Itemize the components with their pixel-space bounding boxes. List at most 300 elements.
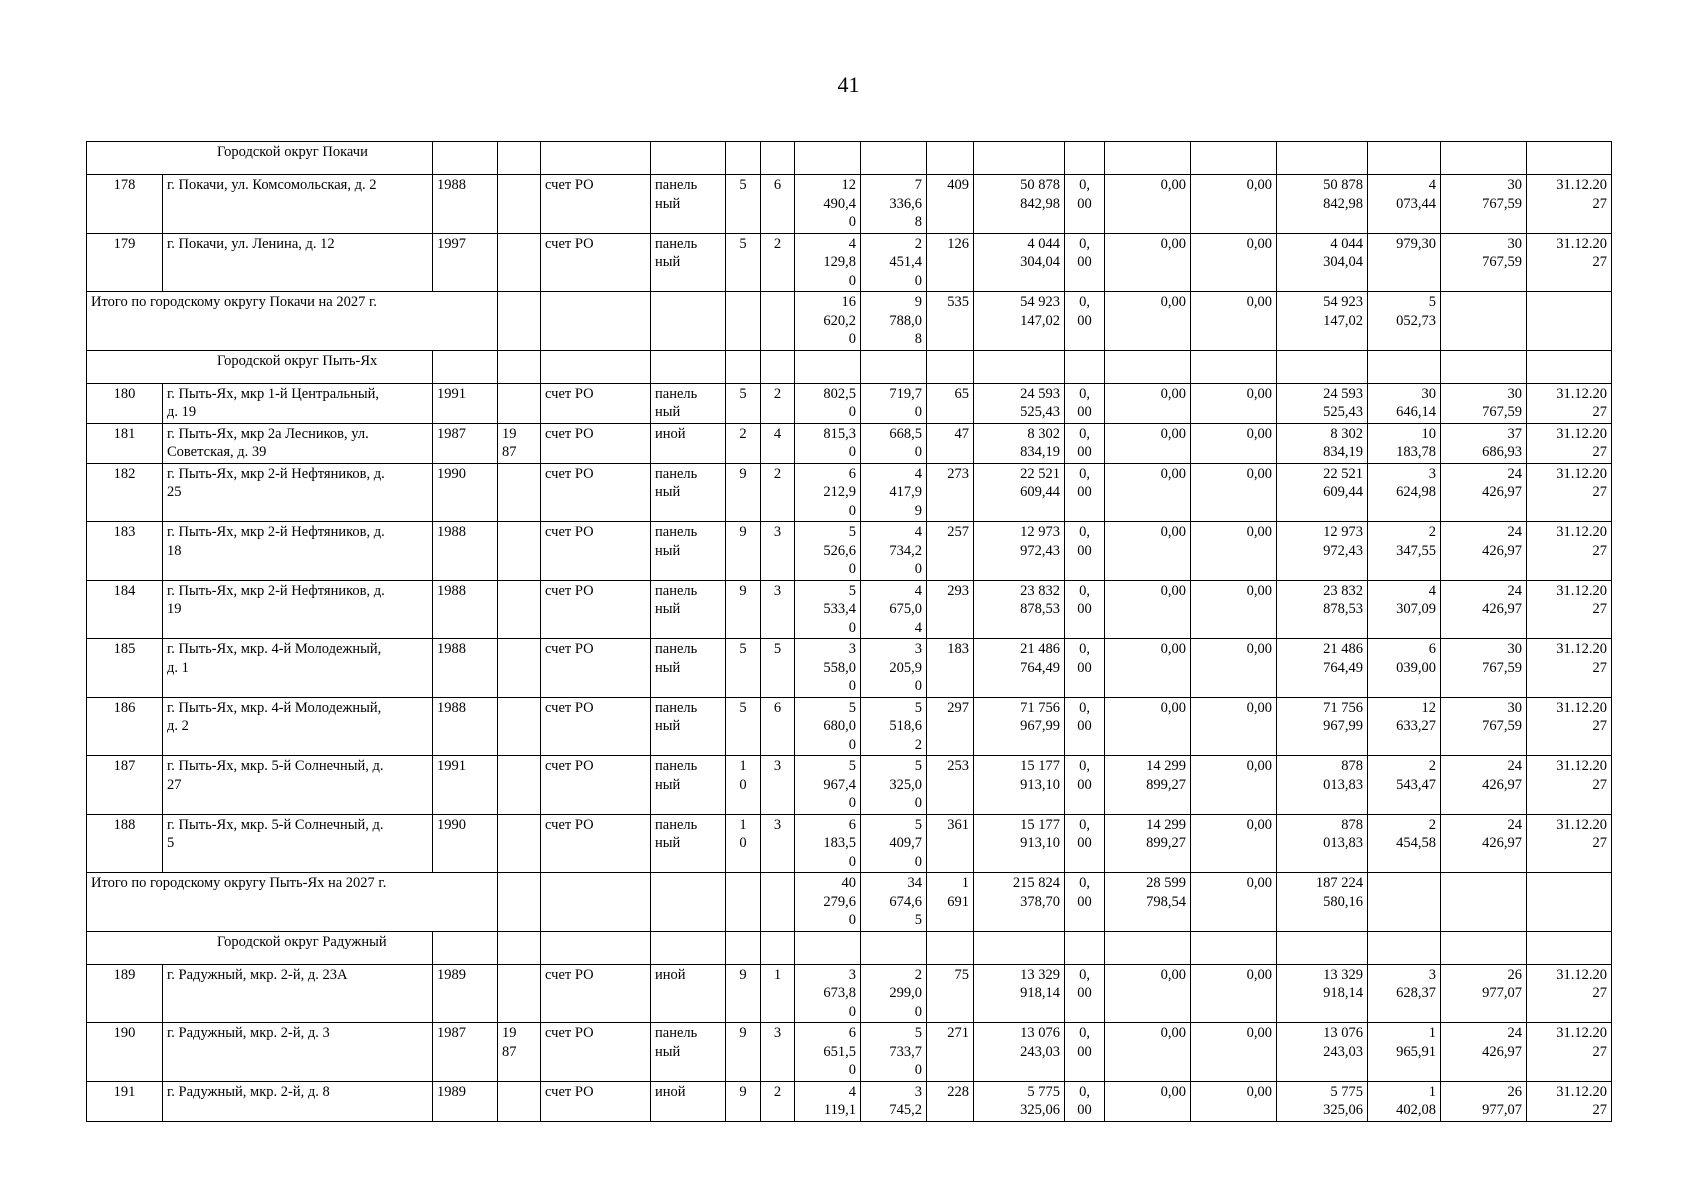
empty-cell — [651, 142, 726, 175]
wall-material: панель ный — [651, 522, 726, 581]
year-commissioned — [498, 814, 541, 873]
cost-federal: 0, 00 — [1065, 756, 1105, 815]
address: г. Пыть-Ях, мкр 1-й Центральный, д. 19 — [163, 383, 433, 423]
floors: 9 — [726, 463, 761, 522]
cost-regional: 0,00 — [1105, 522, 1191, 581]
cost-local: 0,00 — [1191, 1023, 1277, 1082]
cost-regional: 0,00 — [1105, 639, 1191, 698]
cost-per-sqm: 1 402,08 — [1368, 1081, 1441, 1121]
empty-cell — [1527, 292, 1612, 351]
empty-cell — [651, 931, 726, 964]
living-area: 5 325,0 0 — [861, 756, 927, 815]
total-area: 16 620,2 0 — [795, 292, 861, 351]
max-cost-per-sqm: 26 977,07 — [1441, 1081, 1527, 1121]
residents: 361 — [927, 814, 974, 873]
empty-cell — [1368, 350, 1441, 383]
total-area: 802,5 0 — [795, 383, 861, 423]
empty-cell — [1105, 350, 1191, 383]
cost-owners: 54 923 147,02 — [1277, 292, 1368, 351]
total-cost: 5 775 325,06 — [974, 1081, 1065, 1121]
year-commissioned — [498, 522, 541, 581]
living-area: 4 675,0 4 — [861, 580, 927, 639]
floors: 9 — [726, 522, 761, 581]
cost-federal: 0, 00 — [1065, 697, 1105, 756]
residents: 65 — [927, 383, 974, 423]
year-commissioned — [498, 639, 541, 698]
completion-date: 31.12.20 27 — [1527, 756, 1612, 815]
max-cost-per-sqm: 24 426,97 — [1441, 814, 1527, 873]
cost-per-sqm — [1368, 873, 1441, 932]
total-area: 815,3 0 — [795, 423, 861, 463]
total-cost: 21 486 764,49 — [974, 639, 1065, 698]
section-header-row — [87, 350, 1612, 383]
max-cost-per-sqm: 24 426,97 — [1441, 756, 1527, 815]
completion-date: 31.12.20 27 — [1527, 580, 1612, 639]
empty-cell — [1065, 142, 1105, 175]
funding-source: счет РО — [541, 383, 651, 423]
completion-date: 31.12.20 27 — [1527, 522, 1612, 581]
empty-cell — [1527, 873, 1612, 932]
empty-cell — [433, 350, 498, 383]
cost-local: 0,00 — [1191, 463, 1277, 522]
funding-source: счет РО — [541, 463, 651, 522]
cost-owners: 21 486 764,49 — [1277, 639, 1368, 698]
completion-date: 31.12.20 27 — [1527, 697, 1612, 756]
empty-cell — [1441, 873, 1527, 932]
cost-regional: 0,00 — [1105, 1023, 1191, 1082]
total-cost: 15 177 913,10 — [974, 756, 1065, 815]
year-built: 1987 — [433, 423, 498, 463]
funding-source: счет РО — [541, 423, 651, 463]
funding-source: счет РО — [541, 1023, 651, 1082]
cost-per-sqm: 30 646,14 — [1368, 383, 1441, 423]
wall-material: панель ный — [651, 580, 726, 639]
year-built: 1990 — [433, 814, 498, 873]
cost-local: 0,00 — [1191, 292, 1277, 351]
total-area: 4 129,8 0 — [795, 233, 861, 292]
empty-cell — [795, 931, 861, 964]
max-cost-per-sqm: 30 767,59 — [1441, 639, 1527, 698]
empty-cell — [541, 292, 651, 351]
total-area: 5 533,4 0 — [795, 580, 861, 639]
address: г. Пыть-Ях, мкр 2-й Нефтяников, д. 25 — [163, 463, 433, 522]
entrances: 6 — [761, 697, 795, 756]
empty-cell — [541, 350, 651, 383]
empty-cell — [651, 292, 726, 351]
cost-federal: 0, 00 — [1065, 292, 1105, 351]
empty-cell — [1277, 350, 1368, 383]
empty-cell — [1368, 931, 1441, 964]
row-number: 191 — [87, 1081, 163, 1121]
empty-cell — [1441, 931, 1527, 964]
cost-local: 0,00 — [1191, 964, 1277, 1023]
residents: 293 — [927, 580, 974, 639]
empty-cell — [761, 931, 795, 964]
year-commissioned: 19 87 — [498, 423, 541, 463]
entrances: 2 — [761, 463, 795, 522]
cost-regional: 0,00 — [1105, 697, 1191, 756]
empty-cell — [1277, 931, 1368, 964]
table-row — [87, 814, 1612, 873]
row-number: 180 — [87, 383, 163, 423]
entrances: 5 — [761, 639, 795, 698]
entrances: 3 — [761, 1023, 795, 1082]
entrances: 3 — [761, 522, 795, 581]
year-built: 1990 — [433, 463, 498, 522]
total-area: 4 119,1 — [795, 1081, 861, 1121]
cost-federal: 0, 00 — [1065, 580, 1105, 639]
empty-cell — [861, 350, 927, 383]
empty-cell — [1105, 142, 1191, 175]
cost-regional: 0,00 — [1105, 233, 1191, 292]
wall-material: панель ный — [651, 639, 726, 698]
cost-regional: 0,00 — [1105, 1081, 1191, 1121]
empty-cell — [1191, 931, 1277, 964]
cost-per-sqm: 5 052,73 — [1368, 292, 1441, 351]
year-built: 1988 — [433, 580, 498, 639]
living-area: 3 205,9 0 — [861, 639, 927, 698]
cost-per-sqm: 6 039,00 — [1368, 639, 1441, 698]
wall-material: панель ный — [651, 697, 726, 756]
completion-date: 31.12.20 27 — [1527, 383, 1612, 423]
cost-owners: 5 775 325,06 — [1277, 1081, 1368, 1121]
cost-local: 0,00 — [1191, 756, 1277, 815]
cost-local: 0,00 — [1191, 1081, 1277, 1121]
table-row — [87, 1081, 1612, 1121]
empty-cell — [498, 931, 541, 964]
max-cost-per-sqm: 30 767,59 — [1441, 175, 1527, 234]
cost-owners: 22 521 609,44 — [1277, 463, 1368, 522]
empty-cell — [1191, 350, 1277, 383]
row-number: 186 — [87, 697, 163, 756]
completion-date: 31.12.20 27 — [1527, 1081, 1612, 1121]
table-row — [87, 522, 1612, 581]
cost-local: 0,00 — [1191, 423, 1277, 463]
table-row — [87, 1023, 1612, 1082]
cost-owners: 4 044 304,04 — [1277, 233, 1368, 292]
entrances: 1 — [761, 964, 795, 1023]
total-cost: 13 329 918,14 — [974, 964, 1065, 1023]
completion-date: 31.12.20 27 — [1527, 639, 1612, 698]
living-area: 4 417,9 9 — [861, 463, 927, 522]
completion-date: 31.12.20 27 — [1527, 423, 1612, 463]
floors: 9 — [726, 580, 761, 639]
table-row — [87, 580, 1612, 639]
residents: 273 — [927, 463, 974, 522]
year-built: 1988 — [433, 697, 498, 756]
empty-cell — [498, 350, 541, 383]
funding-source: счет РО — [541, 697, 651, 756]
living-area: 5 518,6 2 — [861, 697, 927, 756]
cost-local: 0,00 — [1191, 383, 1277, 423]
living-area: 719,7 0 — [861, 383, 927, 423]
cost-federal: 0, 00 — [1065, 1081, 1105, 1121]
row-number: 188 — [87, 814, 163, 873]
cost-federal: 0, 00 — [1065, 233, 1105, 292]
residents: 126 — [927, 233, 974, 292]
funding-source: счет РО — [541, 522, 651, 581]
floors: 5 — [726, 175, 761, 234]
max-cost-per-sqm: 26 977,07 — [1441, 964, 1527, 1023]
floors: 5 — [726, 697, 761, 756]
cost-per-sqm: 10 183,78 — [1368, 423, 1441, 463]
funding-source: счет РО — [541, 814, 651, 873]
empty-cell — [1277, 142, 1368, 175]
row-number: 181 — [87, 423, 163, 463]
empty-cell — [761, 350, 795, 383]
year-commissioned — [498, 383, 541, 423]
entrances: 4 — [761, 423, 795, 463]
cost-regional: 0,00 — [1105, 964, 1191, 1023]
empty-cell — [498, 292, 541, 351]
entrances: 3 — [761, 814, 795, 873]
capital-repair-table — [86, 141, 1612, 1122]
cost-federal: 0, 00 — [1065, 383, 1105, 423]
floors: 1 0 — [726, 814, 761, 873]
funding-source: счет РО — [541, 639, 651, 698]
cost-owners: 50 878 842,98 — [1277, 175, 1368, 234]
max-cost-per-sqm: 30 767,59 — [1441, 697, 1527, 756]
completion-date: 31.12.20 27 — [1527, 463, 1612, 522]
floors: 5 — [726, 383, 761, 423]
empty-cell — [927, 142, 974, 175]
cost-regional: 0,00 — [1105, 423, 1191, 463]
entrances: 3 — [761, 580, 795, 639]
total-cost: 24 593 525,43 — [974, 383, 1065, 423]
cost-local: 0,00 — [1191, 697, 1277, 756]
year-commissioned — [498, 756, 541, 815]
living-area: 9 788,0 8 — [861, 292, 927, 351]
cost-owners: 24 593 525,43 — [1277, 383, 1368, 423]
wall-material: панель ный — [651, 756, 726, 815]
year-built: 1988 — [433, 639, 498, 698]
year-built: 1988 — [433, 522, 498, 581]
funding-source: счет РО — [541, 580, 651, 639]
cost-owners: 23 832 878,53 — [1277, 580, 1368, 639]
section-title: Городской округ Радужный — [87, 931, 433, 964]
residents: 47 — [927, 423, 974, 463]
completion-date: 31.12.20 27 — [1527, 814, 1612, 873]
empty-cell — [761, 142, 795, 175]
section-total-row — [87, 873, 1612, 932]
year-built: 1991 — [433, 383, 498, 423]
total-area: 3 558,0 0 — [795, 639, 861, 698]
row-number: 179 — [87, 233, 163, 292]
cost-federal: 0, 00 — [1065, 423, 1105, 463]
cost-owners: 13 076 243,03 — [1277, 1023, 1368, 1082]
address: г. Пыть-Ях, мкр. 5-й Солнечный, д. 27 — [163, 756, 433, 815]
address: г. Пыть-Ях, мкр 2-й Нефтяников, д. 19 — [163, 580, 433, 639]
total-area: 5 526,6 0 — [795, 522, 861, 581]
address: г. Радужный, мкр. 2-й, д. 8 — [163, 1081, 433, 1121]
total-label: Итого по городскому округу Пыть-Ях на 2027 г. — [87, 873, 498, 932]
empty-cell — [974, 142, 1065, 175]
empty-cell — [927, 931, 974, 964]
table-row — [87, 423, 1612, 463]
cost-owners: 878 013,83 — [1277, 756, 1368, 815]
total-cost: 71 756 967,99 — [974, 697, 1065, 756]
section-title: Городской округ Пыть-Ях — [87, 350, 433, 383]
cost-owners: 13 329 918,14 — [1277, 964, 1368, 1023]
entrances: 3 — [761, 756, 795, 815]
empty-cell — [1441, 350, 1527, 383]
cost-federal: 0, 00 — [1065, 463, 1105, 522]
empty-cell — [974, 350, 1065, 383]
cost-local: 0,00 — [1191, 580, 1277, 639]
wall-material: панель ный — [651, 1023, 726, 1082]
year-built: 1987 — [433, 1023, 498, 1082]
cost-owners: 878 013,83 — [1277, 814, 1368, 873]
funding-source: счет РО — [541, 964, 651, 1023]
residents: 271 — [927, 1023, 974, 1082]
empty-cell — [1441, 142, 1527, 175]
funding-source: счет РО — [541, 175, 651, 234]
cost-local: 0,00 — [1191, 814, 1277, 873]
empty-cell — [1441, 292, 1527, 351]
address: г. Пыть-Ях, мкр. 4-й Молодежный, д. 1 — [163, 639, 433, 698]
total-cost: 8 302 834,19 — [974, 423, 1065, 463]
row-number: 183 — [87, 522, 163, 581]
table-row — [87, 697, 1612, 756]
cost-per-sqm: 2 347,55 — [1368, 522, 1441, 581]
empty-cell — [726, 142, 761, 175]
funding-source: счет РО — [541, 1081, 651, 1121]
total-area: 3 673,8 0 — [795, 964, 861, 1023]
address: г. Пыть-Ях, мкр 2а Лесников, ул. Советская, д. 39 — [163, 423, 433, 463]
total-area: 12 490,4 0 — [795, 175, 861, 234]
cost-federal: 0, 00 — [1065, 1023, 1105, 1082]
row-number: 185 — [87, 639, 163, 698]
cost-federal: 0, 00 — [1065, 964, 1105, 1023]
total-area: 6 651,5 0 — [795, 1023, 861, 1082]
section-title: Городской округ Покачи — [87, 142, 433, 175]
empty-cell — [1527, 350, 1612, 383]
address: г. Пыть-Ях, мкр. 5-й Солнечный, д. 5 — [163, 814, 433, 873]
section-total-row — [87, 292, 1612, 351]
total-cost: 23 832 878,53 — [974, 580, 1065, 639]
cost-regional: 0,00 — [1105, 383, 1191, 423]
cost-federal: 0, 00 — [1065, 639, 1105, 698]
year-commissioned — [498, 233, 541, 292]
cost-per-sqm: 3 624,98 — [1368, 463, 1441, 522]
total-cost: 13 076 243,03 — [974, 1023, 1065, 1082]
table-row — [87, 964, 1612, 1023]
year-commissioned — [498, 1081, 541, 1121]
floors: 9 — [726, 1081, 761, 1121]
empty-cell — [927, 350, 974, 383]
year-commissioned — [498, 463, 541, 522]
cost-regional: 14 299 899,27 — [1105, 814, 1191, 873]
wall-material: панель ный — [651, 383, 726, 423]
empty-cell — [1105, 931, 1191, 964]
wall-material: иной — [651, 1081, 726, 1121]
total-area: 6 212,9 0 — [795, 463, 861, 522]
row-number: 184 — [87, 580, 163, 639]
cost-regional: 0,00 — [1105, 463, 1191, 522]
cost-local: 0,00 — [1191, 233, 1277, 292]
row-number: 187 — [87, 756, 163, 815]
empty-cell — [1065, 350, 1105, 383]
year-commissioned — [498, 964, 541, 1023]
page-number: 41 — [837, 72, 860, 97]
empty-cell — [761, 873, 795, 932]
year-built: 1989 — [433, 1081, 498, 1121]
empty-cell — [498, 142, 541, 175]
cost-per-sqm: 4 307,09 — [1368, 580, 1441, 639]
cost-owners: 12 973 972,43 — [1277, 522, 1368, 581]
residents: 297 — [927, 697, 974, 756]
completion-date: 31.12.20 27 — [1527, 1023, 1612, 1082]
table-row — [87, 175, 1612, 234]
floors: 5 — [726, 639, 761, 698]
cost-local: 0,00 — [1191, 175, 1277, 234]
funding-source: счет РО — [541, 233, 651, 292]
empty-cell — [541, 931, 651, 964]
living-area: 3 745,2 — [861, 1081, 927, 1121]
living-area: 2 299,0 0 — [861, 964, 927, 1023]
cost-local: 0,00 — [1191, 873, 1277, 932]
empty-cell — [1527, 931, 1612, 964]
empty-cell — [433, 931, 498, 964]
empty-cell — [541, 873, 651, 932]
max-cost-per-sqm: 30 767,59 — [1441, 233, 1527, 292]
empty-cell — [726, 873, 761, 932]
residents: 535 — [927, 292, 974, 351]
row-number: 182 — [87, 463, 163, 522]
empty-cell — [433, 142, 498, 175]
address: г. Покачи, ул. Ленина, д. 12 — [163, 233, 433, 292]
total-cost: 215 824 378,70 — [974, 873, 1065, 932]
table-row — [87, 233, 1612, 292]
max-cost-per-sqm: 24 426,97 — [1441, 1023, 1527, 1082]
row-number: 190 — [87, 1023, 163, 1082]
empty-cell — [795, 142, 861, 175]
wall-material: панель ный — [651, 233, 726, 292]
cost-federal: 0, 00 — [1065, 175, 1105, 234]
cost-regional: 0,00 — [1105, 292, 1191, 351]
total-area: 5 967,4 0 — [795, 756, 861, 815]
completion-date: 31.12.20 27 — [1527, 175, 1612, 234]
table-row — [87, 639, 1612, 698]
living-area: 668,5 0 — [861, 423, 927, 463]
completion-date: 31.12.20 27 — [1527, 964, 1612, 1023]
year-built: 1989 — [433, 964, 498, 1023]
year-built: 1988 — [433, 175, 498, 234]
cost-per-sqm: 4 073,44 — [1368, 175, 1441, 234]
wall-material: иной — [651, 423, 726, 463]
max-cost-per-sqm: 24 426,97 — [1441, 522, 1527, 581]
entrances: 2 — [761, 233, 795, 292]
cost-regional: 0,00 — [1105, 175, 1191, 234]
cost-per-sqm: 2 454,58 — [1368, 814, 1441, 873]
cost-per-sqm: 12 633,27 — [1368, 697, 1441, 756]
year-commissioned — [498, 580, 541, 639]
cost-regional: 28 599 798,54 — [1105, 873, 1191, 932]
empty-cell — [861, 931, 927, 964]
floors: 5 — [726, 233, 761, 292]
empty-cell — [1191, 142, 1277, 175]
total-cost: 22 521 609,44 — [974, 463, 1065, 522]
living-area: 2 451,4 0 — [861, 233, 927, 292]
total-area: 6 183,5 0 — [795, 814, 861, 873]
funding-source: счет РО — [541, 756, 651, 815]
cost-per-sqm: 2 543,47 — [1368, 756, 1441, 815]
empty-cell — [1368, 142, 1441, 175]
total-cost: 4 044 304,04 — [974, 233, 1065, 292]
address: г. Пыть-Ях, мкр 2-й Нефтяников, д. 18 — [163, 522, 433, 581]
max-cost-per-sqm: 24 426,97 — [1441, 580, 1527, 639]
empty-cell — [498, 873, 541, 932]
